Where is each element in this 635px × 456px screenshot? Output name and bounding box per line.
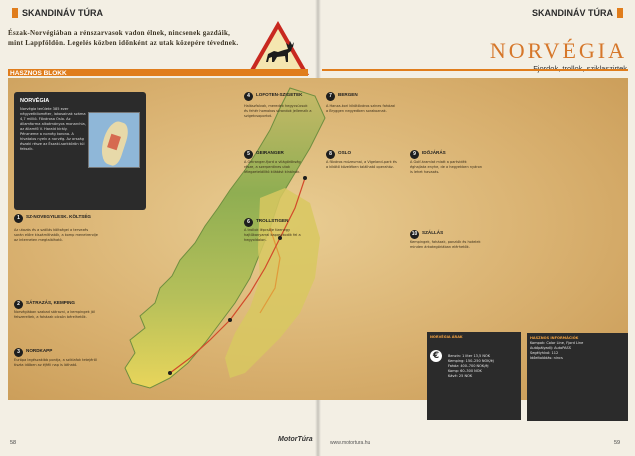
box-label: HASZNOS BLOKK [10,70,67,77]
item-title: IDŐJÁRÁS [422,150,446,155]
header-accent-bar [12,8,18,18]
price-row: Benzin: 1 liter 13,5 NOK [448,354,491,358]
item-number: 3 [14,348,23,357]
item-number: 9 [410,150,419,159]
footer-url: www.motortura.hu [330,440,371,446]
footer-logo: MotorTúra [278,436,313,443]
item-title: SÁTRAZÁS, KEMPING [26,300,76,305]
item-text: A főváros múzeumai, a Vigeland-park és a kikötő közelében található operaház. [326,160,397,169]
item-number: 8 [326,150,335,159]
price-list [448,354,518,379]
page-number-left: 58 [10,440,17,446]
item-text: Európa legészakibb pontja, a sziklafok tetejéről tiszta időben az éjféli nap is látható. [14,358,97,367]
sidebar-row: Segélyhívó: 112 [530,351,559,355]
section-rule-right [322,69,628,71]
item-text: A Geiranger-fjord a világörökség része, a szerpentines utak lélegzetelállító kilátást kínálnak. [244,160,301,174]
page-title: NORVÉGIA [489,38,627,63]
price-row: Kávé: 25 NOK [448,374,473,378]
item-number: 4 [244,92,253,101]
item-number: 10 [411,231,418,237]
item-title: BERGEN [338,92,358,97]
item-text: A Hanza-kori kikötőváros színes faházai a Bryggen negyedben sorakoznak. [326,104,396,113]
page-number-right: 59 [614,440,621,446]
item-title: NORDKAPP [26,348,53,353]
item-number: 5 [244,150,253,159]
item-text: A Golf-áramlat miatt a partvidék éghajlata enyhe, de a hegyekben nyáron is lehet havazás. [410,160,482,174]
item-number: 2 [14,300,23,309]
price-row: Komp: 60–300 NOK [448,369,482,373]
header-accent-bar [617,8,623,18]
price-box [427,332,521,420]
item-number: 7 [326,92,335,101]
item-text: Az utazás és a szállás költségei a tervezés során előre kiszámíthatók, a komp menetrendje az interneten megtalálható. [14,228,98,242]
info-box-title: NORVÉGIA [20,98,50,104]
info-sidebar [527,333,628,421]
sidebar-title: HASZNOS INFORMÁCIÓK [530,336,579,340]
item-title: GEIRANGER [256,150,284,155]
header-right-title: SKANDINÁV TÚRA [532,8,613,18]
sidebar-row: Autópályadíj: AutoPASS [530,346,571,350]
header-right [532,6,627,20]
intro-text: Észak-Norvégiában a rénszarvasok vadon élnek, nincsenek gazdáik, mint Lappföldön. Legelés közben időnként az utak közepére tévednek. [8,29,239,47]
item-title: TROLLSTIGEN [256,218,289,223]
sidebar-row: Kompok: Color Line, Fjord Line [530,341,584,345]
europe-inset-map [88,112,140,168]
price-row: Faház: 400–700 NOK/éj [448,364,489,368]
item-text: A trollok lépcsője tizenegy hajtűkanyarral kapaszkodik fel a hegyoldalon. [244,228,301,242]
item-title: SZ-NOVEGYILESK. KÖLTSÉG [26,214,91,219]
info-box-text: Norvégia területe 385 ezer négyzetkilométer, lakosainak száma 4,7 millió. Fővárosa Oslo. Az államforma alkotmányos monarchia, az államfő V. Harald király. Pénzneme a norvég korona. A hivatalos nyelv a norvég. Az ország északi része az Északi-sarkkörön túl fekszik. [20,107,86,151]
item-text: Kempingek, faházak, panziók és hotelek minden árkategóriában elérhetők. [410,240,481,249]
item-text: Halászfalvak, meredek hegycsúcsok és fehér homokos strandok jellemzik a szigetcsoportot. [244,104,312,118]
item-number: 6 [244,218,253,227]
price-row: Kemping: 150–250 NOK/éj [448,359,494,363]
item-title: LOFOTEN-SZIGETEK [256,92,303,97]
info-box [14,92,146,210]
item-title: OSLO [338,150,352,155]
item-text: Norvégiában szabad sátrazni, a kempingek jól felszereltek, a faházak olcsón bérelhetők. [14,310,95,319]
item-number: 1 [14,214,23,223]
item-title: SZÁLLÁS [422,230,444,235]
sidebar-row: Időeltolódás: nincs [530,356,563,360]
header-left-title: SKANDINÁV TÚRA [22,8,103,18]
header-left [8,6,103,20]
euro-icon: € [430,350,442,362]
price-box-title: NORVÉGIA ÁRAK [430,335,463,339]
